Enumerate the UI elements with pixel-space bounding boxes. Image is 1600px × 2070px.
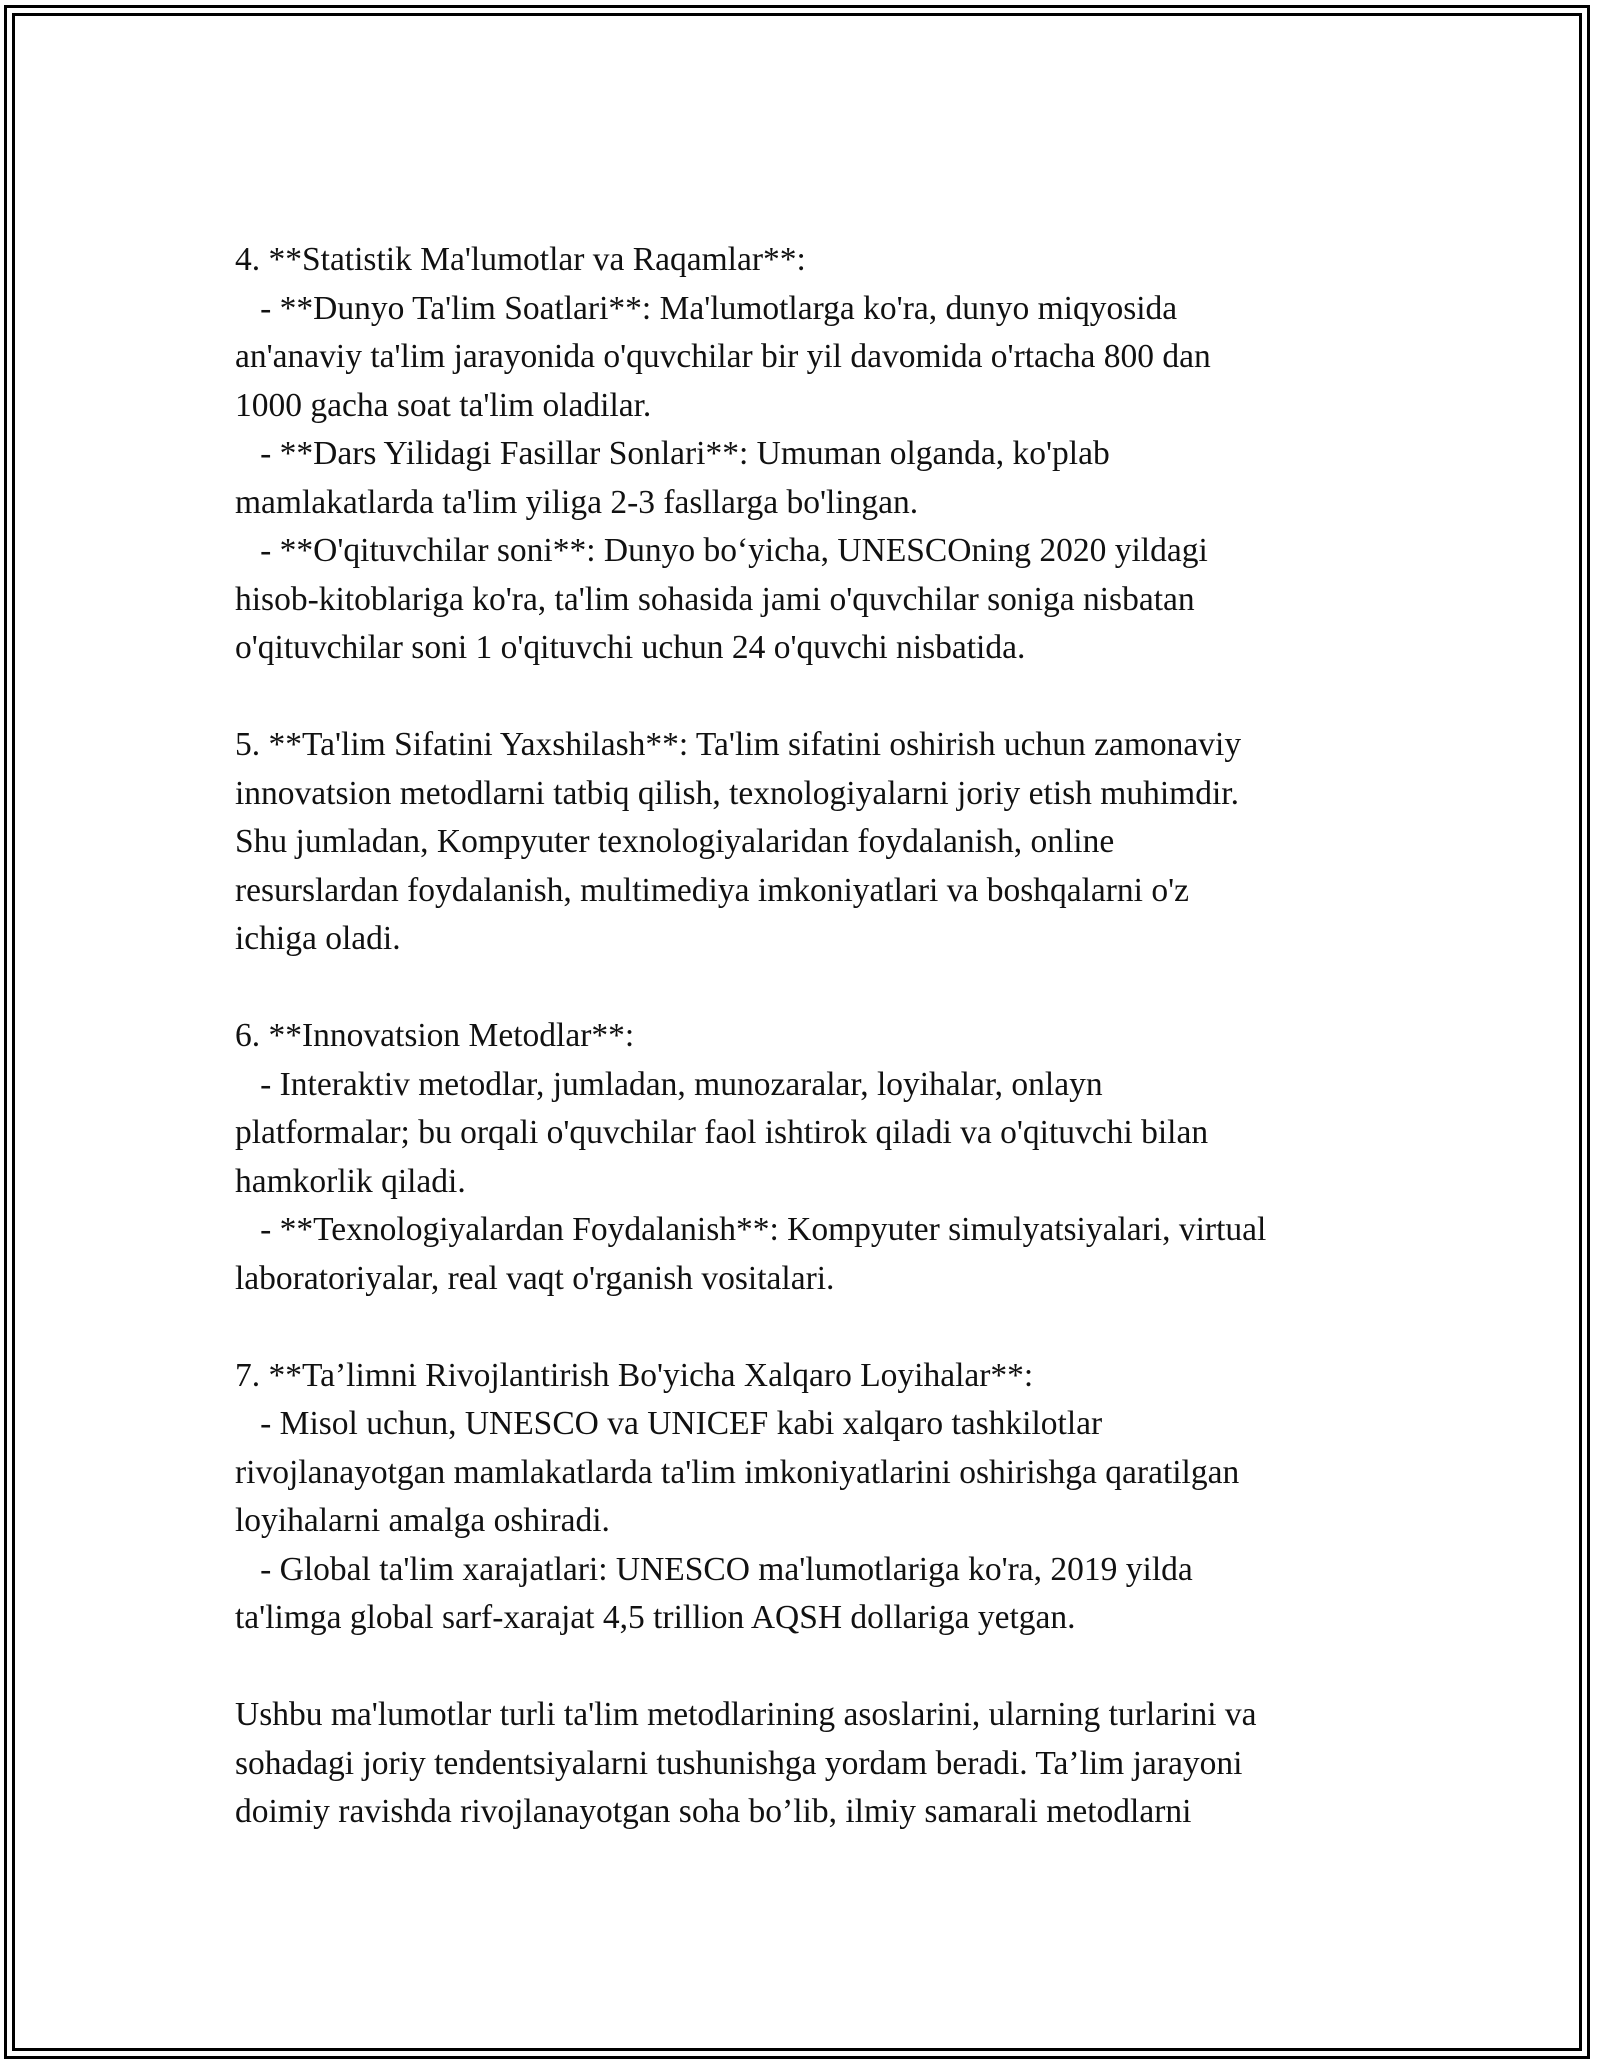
blank-line (235, 1303, 1375, 1352)
text-line: 7. **Ta’limni Rivojlantirish Bo'yicha Xalqaro Loyihalar**: (235, 1356, 1034, 1394)
text-line: Shu jumladan, Kompyuter texnologiyalaridan foydalanish, online (235, 823, 1115, 860)
text-line: 6. **Innovatsion Metodlar**: (235, 1017, 635, 1054)
blank-line (235, 964, 1375, 1013)
text-line: Ushbu ma'lumotlar turli ta'lim metodlarining asoslarini, ularning turlarini va (235, 1696, 1257, 1733)
text-line: ichiga oladi. (235, 920, 401, 957)
text-line: 4. **Statistik Ma'lumotlar va Raqamlar**: (235, 241, 806, 278)
text-line: platformalar; bu orqali o'quvchilar faol ishtirok qiladi va o'qituvchi bilan (235, 1114, 1209, 1151)
text-line: ta'limga global sarf-xarajat 4,5 trillion AQSH dollariga yetgan. (235, 1599, 1076, 1636)
document-body (235, 236, 1375, 1837)
text-line: - **Texnologiyalardan Foydalanish**: Kompyuter simulyatsiyalari, virtual (235, 1211, 1267, 1248)
text-line: an'anaviy ta'lim jarayonida o'quvchilar bir yil davomida o'rtacha 800 dan (235, 338, 1211, 375)
text-line: - Interaktiv metodlar, jumladan, munozaralar, loyihalar, onlayn (235, 1065, 1103, 1103)
text-line: hisob-kitoblariga ko'ra, ta'lim sohasida jami o'quvchilar soniga nisbatan (235, 580, 1195, 618)
text-line: hamkorlik qiladi. (235, 1162, 466, 1200)
text-line: laboratoriyalar, real vaqt o'rganish vositalari. (235, 1259, 835, 1297)
text-line: - **Dunyo Ta'lim Soatlari**: Ma'lumotlarga ko'ra, dunyo miqyosida (235, 289, 1178, 327)
text-line: - **O'qituvchilar soni**: Dunyo bo‘yicha, UNESCOning 2020 yildagi (235, 532, 1208, 569)
text-line: - Global ta'lim xarajatlari: UNESCO ma'lumotlariga ko'ra, 2019 yilda (235, 1550, 1193, 1588)
text-line: 1000 gacha soat ta'lim oladilar. (235, 386, 652, 424)
text-line: o'qituvchilar soni 1 o'qituvchi uchun 24 o'quvchi nisbatida. (235, 629, 1026, 666)
text-line: doimiy ravishda rivojlanayotgan soha bo’lib, ilmiy samarali metodlarni (235, 1793, 1192, 1830)
text-line: resurslardan foydalanish, multimediya imkoniyatlari va boshqalarni o'z (235, 871, 1190, 909)
text-line: 5. **Ta'lim Sifatini Yaxshilash**: Ta'lim sifatini oshirish uchun zamonaviy (235, 726, 1242, 763)
blank-line (235, 673, 1375, 722)
blank-line (235, 1643, 1375, 1692)
text-line: - **Dars Yilidagi Fasillar Sonlari**: Umuman olganda, ko'plab (235, 435, 1110, 472)
text-line: mamlakatlarda ta'lim yiliga 2-3 fasllarga bo'lingan. (235, 483, 919, 521)
text-line: sohadagi joriy tendentsiyalarni tushunishga yordam beradi. Ta’lim jarayoni (235, 1744, 1243, 1782)
text-line: rivojlanayotgan mamlakatlarda ta'lim imkoniyatlarini oshirishga qaratilgan (235, 1453, 1240, 1491)
text-line: - Misol uchun, UNESCO va UNICEF kabi xalqaro tashkilotlar (235, 1405, 1103, 1442)
text-line: innovatsion metodlarni tatbiq qilish, texnologiyalarni joriy etish muhimdir. (235, 774, 1239, 812)
text-line: loyihalarni amalga oshiradi. (235, 1502, 610, 1539)
